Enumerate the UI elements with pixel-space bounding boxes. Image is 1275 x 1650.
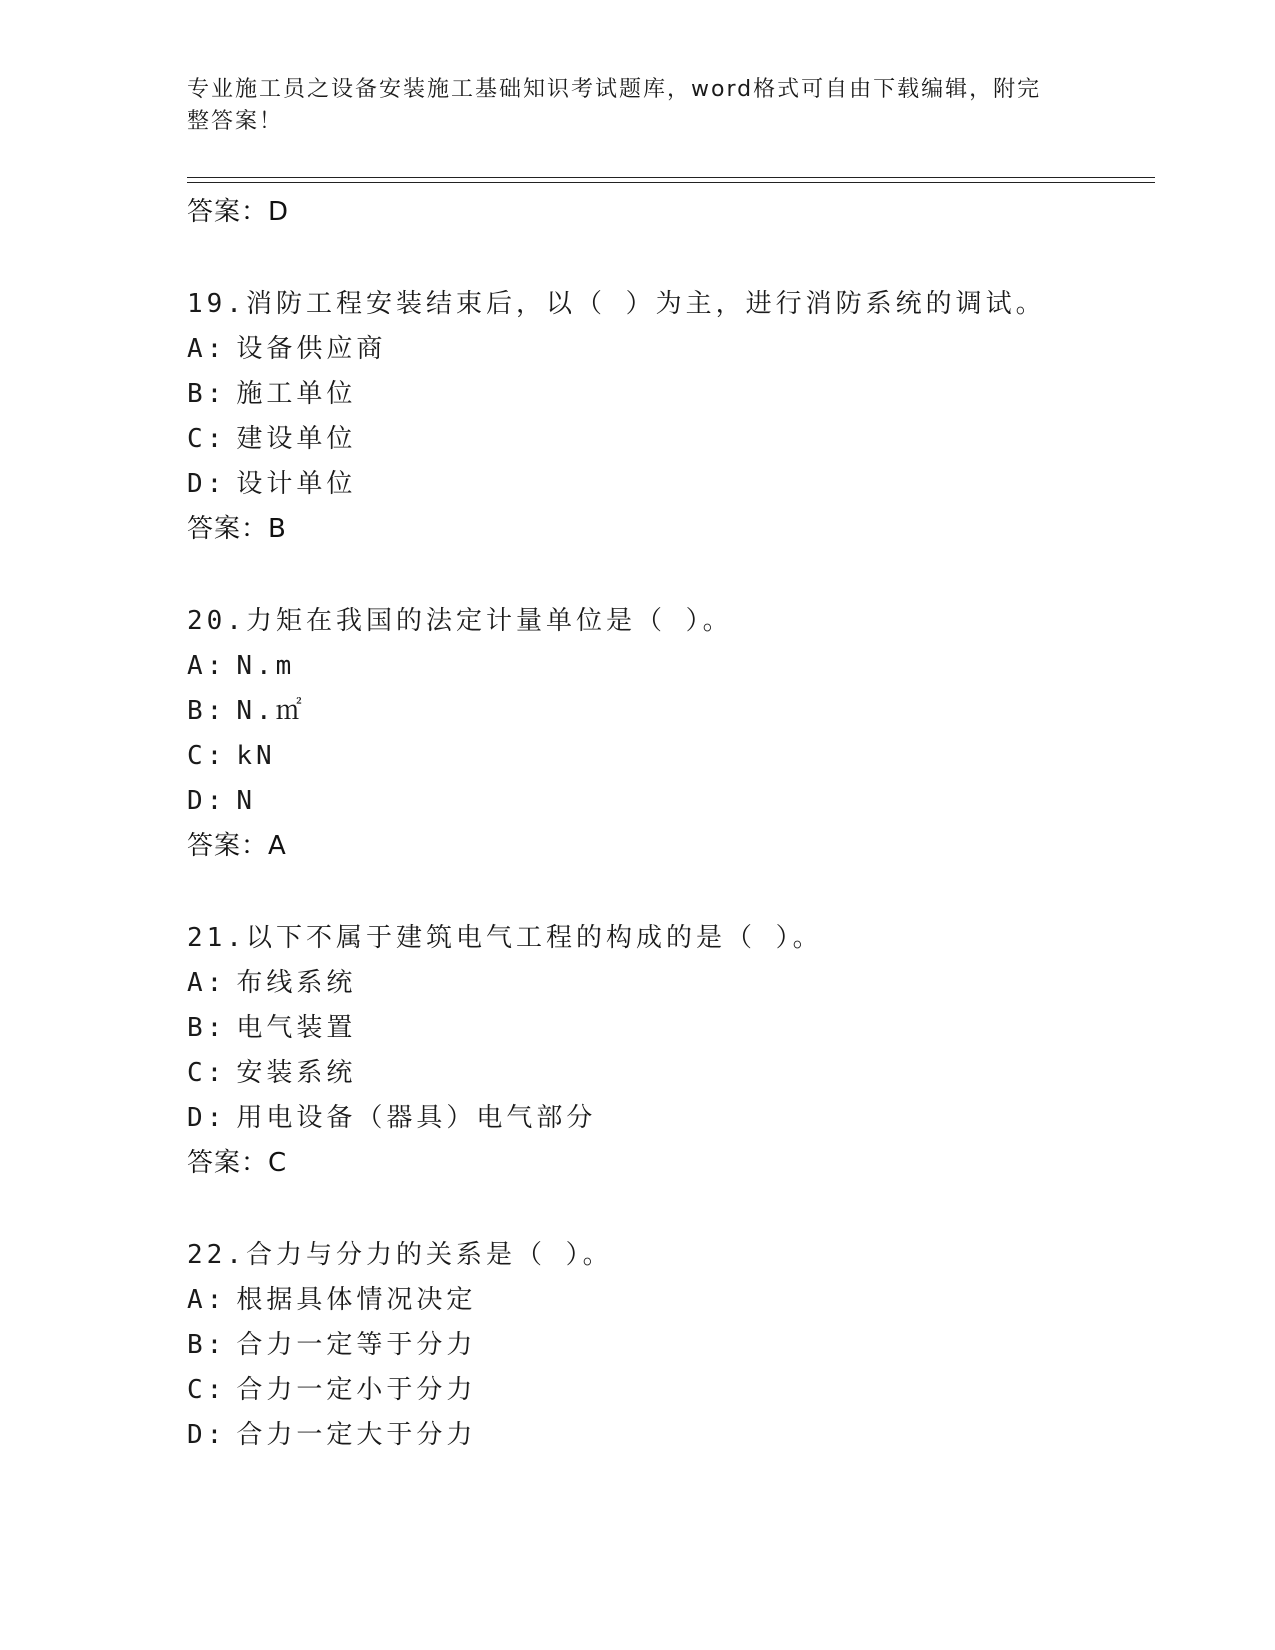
header-divider-bottom <box>187 182 1155 183</box>
option-text: 合力一定等于分力 <box>236 1330 477 1360</box>
option-a: A: 设备供应商 <box>187 334 387 364</box>
option-d: D: 用电设备（器具）电气部分 <box>187 1103 597 1133</box>
option-text: 用电设备（器具）电气部分 <box>236 1103 597 1133</box>
option-c: C: 安装系统 <box>187 1058 357 1088</box>
option-text: 布线系统 <box>236 968 357 998</box>
question-22 <box>187 1233 1147 1458</box>
header-line-1: 专业施工员之设备安装施工基础知识考试题库，word格式可自由下载编辑，附完 <box>187 77 1042 102</box>
option-text: 设计单位 <box>236 469 357 499</box>
answer-line: 答案：C <box>187 1148 288 1178</box>
question-list <box>187 190 1147 1458</box>
option-b: B: N.㎡ <box>187 696 306 726</box>
option-b: B: 施工单位 <box>187 379 357 409</box>
option-c: C: 建设单位 <box>187 424 357 454</box>
answer-line: 答案：A <box>187 831 287 861</box>
answer-line: 答案：B <box>187 514 287 544</box>
question-20 <box>187 599 1147 869</box>
question-stem: 19.消防工程安装结束后，以（ ）为主，进行消防系统的调试。 <box>187 289 1046 319</box>
option-text: N.㎡ <box>236 696 306 726</box>
question-stem: 21.以下不属于建筑电气工程的构成的是（ ）。 <box>187 923 823 953</box>
header-line-2: 整答案！ <box>187 109 284 134</box>
option-text: 合力一定大于分力 <box>236 1420 477 1450</box>
option-a: A: 根据具体情况决定 <box>187 1285 477 1315</box>
option-text: 根据具体情况决定 <box>236 1285 477 1315</box>
option-b: B: 电气装置 <box>187 1013 357 1043</box>
option-text: 安装系统 <box>236 1058 357 1088</box>
option-d: D: 设计单位 <box>187 469 357 499</box>
option-text: 设备供应商 <box>236 334 387 364</box>
document-header <box>187 74 1067 138</box>
option-b: B: 合力一定等于分力 <box>187 1330 477 1360</box>
question-21 <box>187 916 1147 1186</box>
option-text: 合力一定小于分力 <box>236 1375 477 1405</box>
question-19 <box>187 282 1147 552</box>
option-d: D: N <box>187 786 256 816</box>
option-c: C: 合力一定小于分力 <box>187 1375 477 1405</box>
question-stem: 20.力矩在我国的法定计量单位是（ ）。 <box>187 606 733 636</box>
previous-answer: 答案：D <box>187 197 290 227</box>
option-text: N.m <box>236 651 296 681</box>
option-d: D: 合力一定大于分力 <box>187 1420 477 1450</box>
option-text: kN <box>236 741 276 771</box>
option-a: A: N.m <box>187 651 296 681</box>
option-text: 建设单位 <box>236 424 357 454</box>
option-c: C: kN <box>187 741 276 771</box>
option-text: 电气装置 <box>236 1013 357 1043</box>
header-divider-top <box>187 177 1155 178</box>
question-stem: 22.合力与分力的关系是（ ）。 <box>187 1240 613 1270</box>
option-text: N <box>236 786 256 816</box>
option-text: 施工单位 <box>236 379 357 409</box>
option-a: A: 布线系统 <box>187 968 357 998</box>
